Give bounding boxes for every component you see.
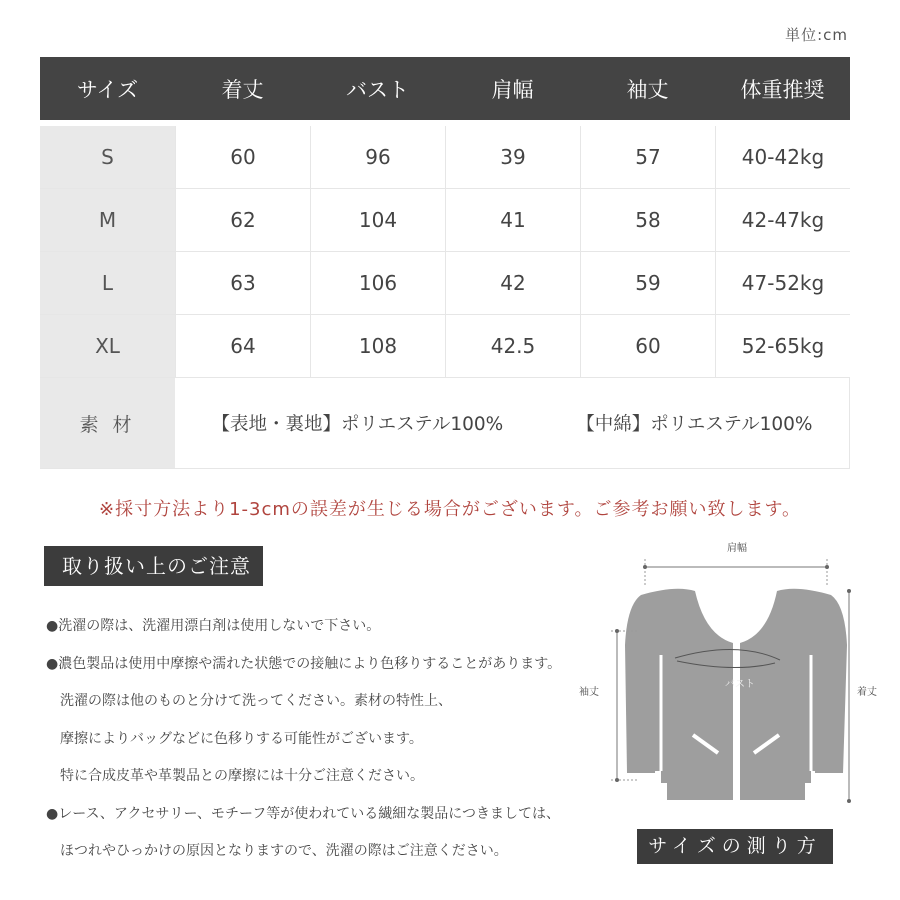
care-line: ●レース、アクセサリー、モチーフ等が使われている繊細な製品につきましては、 (46, 805, 560, 822)
size-cell: M (40, 189, 175, 251)
header-shoulder: 肩幅 (491, 77, 534, 102)
header-sleeve: 袖丈 (626, 77, 669, 102)
care-line: ほつれやひっかけの原因となりますので、洗濯の際はご注意ください。 (60, 843, 508, 859)
length-cell: 63 (175, 252, 310, 314)
table-header (40, 57, 850, 120)
measurement-guide-title: サイズの測り方 (637, 829, 833, 864)
bust-cell: 108 (310, 315, 445, 377)
care-line: ●濃色製品は使用中摩擦や濡れた状態での接触により色移りすることがあります。 (46, 655, 562, 672)
care-line: 特に合成皮革や革製品との摩擦には十分ご注意ください。 (60, 768, 424, 784)
care-title: 取り扱い上のご注意 (44, 546, 263, 586)
material-padding: 【中綿】ポリエステル100% (576, 414, 813, 435)
length-cell: 62 (175, 189, 310, 251)
weight-cell: 52-65kg (715, 315, 850, 377)
shoulder-cell: 42 (445, 252, 580, 314)
size-cell: S (40, 126, 175, 188)
shoulder-cell: 42.5 (445, 315, 580, 377)
header-bust: バスト (346, 77, 409, 102)
sleeve-cell: 58 (580, 189, 715, 251)
unit-label: 単位:cm (785, 26, 848, 44)
length-cell: 60 (175, 126, 310, 188)
table-row (40, 252, 850, 315)
bust-cell: 106 (310, 252, 445, 314)
size-cell: XL (40, 315, 175, 377)
shoulder-cell: 39 (445, 126, 580, 188)
shoulder-label: 肩幅 (727, 543, 747, 554)
jacket-illustration (575, 535, 885, 820)
care-line: ●洗濯の際は、洗濯用漂白剤は使用しないで下さい。 (46, 618, 381, 634)
table-row (40, 126, 850, 189)
sleeve-cell: 57 (580, 126, 715, 188)
header-weight: 体重推奨 (740, 77, 825, 102)
sleeve-cell: 60 (580, 315, 715, 377)
measurement-diagram (575, 535, 885, 820)
measurement-notice: ※採寸方法より1-3cmの誤差が生じる場合がございます。ご参考お願い致します。 (98, 499, 802, 520)
length-label: 着丈 (857, 687, 877, 698)
material-label: 素 材 (40, 378, 175, 468)
care-instructions (46, 608, 606, 871)
weight-cell: 42-47kg (715, 189, 850, 251)
header-length: 着丈 (221, 77, 264, 102)
care-line: 摩擦によりバッグなどに色移りする可能性がございます。 (60, 730, 423, 747)
sleeve-cell: 59 (580, 252, 715, 314)
weight-cell: 40-42kg (715, 126, 850, 188)
care-line: 洗濯の際は他のものと分けて洗ってください。素材の特性上、 (60, 693, 452, 709)
header-size: サイズ (76, 77, 139, 102)
table-row (40, 315, 850, 378)
bust-cell: 104 (310, 189, 445, 251)
shoulder-cell: 41 (445, 189, 580, 251)
sleeve-label: 袖丈 (579, 687, 599, 698)
material-row (40, 378, 850, 469)
length-cell: 64 (175, 315, 310, 377)
material-shell: 【表地・裏地】ポリエステル100% (211, 414, 504, 435)
size-cell: L (40, 252, 175, 314)
size-table (40, 57, 850, 469)
table-row (40, 189, 850, 252)
bust-label: バスト (725, 679, 755, 690)
bust-cell: 96 (310, 126, 445, 188)
weight-cell: 47-52kg (715, 252, 850, 314)
